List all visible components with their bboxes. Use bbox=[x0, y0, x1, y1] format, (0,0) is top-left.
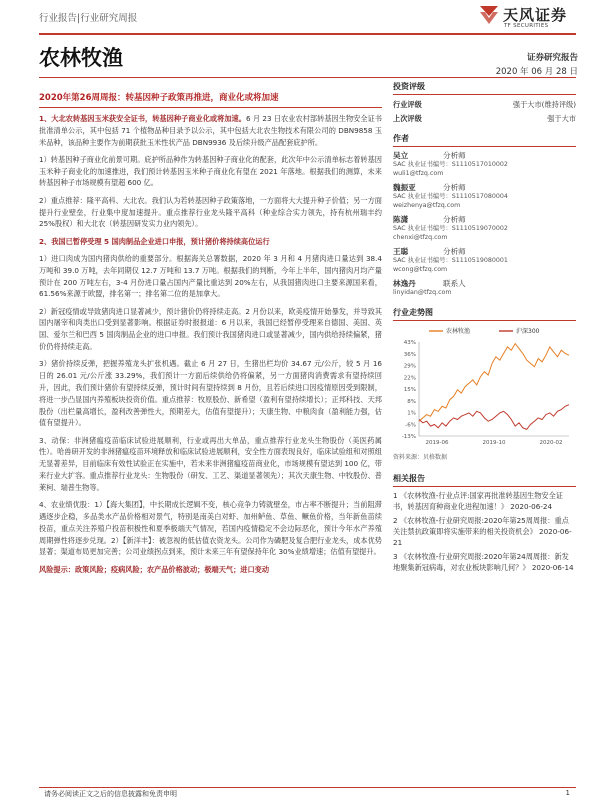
author-entry bbox=[393, 150, 576, 178]
author-name: 吴立 bbox=[393, 151, 409, 160]
author-role: 分析师 bbox=[443, 183, 466, 192]
author-name: 陈潇 bbox=[393, 215, 409, 224]
x-tick-label: 2019-10 bbox=[482, 439, 506, 446]
author-email[interactable]: weizhenya@tfzq.com bbox=[393, 201, 461, 209]
prev-rating-row bbox=[393, 112, 576, 126]
author-name-row bbox=[393, 278, 576, 289]
y-tick-label: 15% bbox=[403, 386, 416, 393]
paragraph-1b: 1）转基因种子商业化前景可期。庇护所品种作为转基因种子商业化的配套，此次年中公示清单标志着转基因玉米种子商业化的加速推进，我们预计转基因玉米种子商业化有望在 2021 年落地。根据我们的测算，未来转基因种子市场规模有望超 600 亿。 bbox=[39, 154, 382, 188]
related-report-item[interactable]: 1 《农林牧渔-行业点评:国家再批准转基因生物安全证书，转基因育种商业化进程加速！》 2020-06-24 bbox=[393, 490, 564, 511]
section-1-lead: 1、大北农转基因玉米获安全证书，转基因种子商业化或将加速。 bbox=[39, 114, 246, 123]
author-role: 联系人 bbox=[443, 279, 466, 288]
paragraph-2a: 1）进口肉成为国内猪肉供给的重要部分。根据海关总署数据，2020 年 3 月和 4 月猪肉进口量达到 38.4 万吨和 39.0 万吨，去年同期仅 12.7 万吨和 13.7 万吨。根据我们的判断，今年上半年，国内猪肉月均产量预计在 200 万吨左右，3-4 月份进口量占国内产量比重达到 20%左右，从我国猪肉进口主要来源国来看，61.56%来源于欧盟，排名第一；排名第二位的是加拿大。 bbox=[39, 253, 382, 299]
series-line bbox=[419, 404, 569, 429]
trend-chart bbox=[393, 324, 576, 464]
prev-rating-value: 强于大市 bbox=[547, 114, 576, 123]
related-report-item[interactable]: 3 《农林牧渔-行业研究周报:2020年第24周周报：新发地聚集新冠病毒，对农业板块影响几何？》 2020-06-14 bbox=[393, 551, 574, 572]
report-type: 证券研究报告 bbox=[526, 53, 578, 63]
series-line bbox=[419, 343, 569, 421]
related-list bbox=[393, 490, 576, 573]
industry-rating-label: 行业评级 bbox=[393, 100, 422, 109]
risk-text: 风险提示：政策风险；疫病风险；农产品价格波动；极端天气；进口变动 bbox=[39, 564, 270, 574]
author-sac: SAC 执业证书编号：S1110519080001 bbox=[393, 257, 508, 264]
author-name: 王聪 bbox=[393, 247, 409, 256]
main-body bbox=[39, 113, 382, 581]
paragraph-3: 3、动保：非洲猪瘟疫苗临床试验进展顺利，行业或再出大单品，重点推荐行业龙头生物股份（美医药属性）。哈兽研开发的非洲猪瘟疫苗环境释放和临床试验进展顺利，安全性方面表现良好，临床试验组和对照组无显著差异，目前临床有效性试验正在实施中，若未来非洲猪瘟疫苗商业化，市场规模有望达到 100 亿，带来行业大扩容。重点推荐行业龙头：生物股份（研发、工艺、渠道显著领先）；其次天康生物、中牧股份、普莱柯、瑞普生物等。 bbox=[39, 435, 382, 492]
legend-label: 沪深300 bbox=[516, 327, 540, 335]
author-sac: SAC 执业证书编号：S1110517010002 bbox=[393, 161, 508, 168]
section-2-lead: 2、我国已暂停受理 5 国肉制品企业进口申报，预计猪价将持续高位运行 bbox=[39, 236, 270, 246]
author-entry bbox=[393, 182, 576, 210]
author-name-row bbox=[393, 246, 576, 257]
report-category: 行业报告|行业研究周报 bbox=[39, 13, 138, 24]
author-sac: SAC 执业证书编号：S1110517080004 bbox=[393, 193, 508, 200]
page-title: 农林牧渔 bbox=[39, 46, 123, 70]
paragraph-1c: 2）重点推荐：隆平高科、大北农。我们认为若转基因种子政策落地，一方面将大大提升种子价值；另一方面提升行业壁垒，行业集中度加速提升。重点推荐行业龙头隆平高科（种业综合实力领先，持有杭州瑞丰约 25%股权）和大北农（转基因研发实力业内领先）。 bbox=[39, 195, 382, 229]
industry-rating-row bbox=[393, 98, 576, 112]
paragraph-4: 4、农业绩优股：1）【海大集团】，中长期成长逻辑不变，核心竞争力铸就壁垒，市占率不断提升；当前阻滞遇逐步企稳，多品类水产品价格相对景气，特别是南美白对虾、加州鲈鱼、草鱼、鳜鱼价格，当年新鱼苗续投苗，重点关注养殖户投苗积极性和夏季极端天气情况，若国内疫情稳定不会边际恶化，预计今年水产养殖周期弹性将逐步兑现。2）【新洋丰】：被忽视的低估值农资龙头。公司作为磷肥及复合肥行业龙头，成本优势显著；渠道布局更加完善；公司业绩拐点到来，预计未来三年有望保持年化 30%业绩增速；估值有望提升。 bbox=[39, 500, 382, 557]
tf-logo-icon bbox=[478, 4, 500, 26]
related-title: 相关报告 bbox=[393, 470, 576, 487]
paragraph-2-lead bbox=[39, 236, 382, 248]
author-email[interactable]: wcong@tfzq.com bbox=[393, 265, 448, 273]
chart-source: 资料来源：贝格数据 bbox=[393, 453, 448, 461]
paragraph-1 bbox=[39, 113, 382, 148]
trend-chart-svg bbox=[393, 324, 576, 452]
prev-rating-label: 上次评级 bbox=[393, 114, 422, 123]
y-tick-label: 36% bbox=[403, 351, 416, 358]
author-role: 分析师 bbox=[443, 215, 466, 224]
y-tick-label: 22% bbox=[403, 374, 416, 381]
footer-disclaimer[interactable]: 请务必阅读正文之后的信息披露和免责申明 bbox=[44, 790, 177, 798]
paragraph-2c: 3）猪价持续反弹，把握养殖龙头扩张机遇。截止 6 月 27 日，生猪出栏均价 34.67 元/公斤，较 5 月 16 日的 26.01 元/公斤涨 33.29%，我们预计一方面后续供给仍将偏紧，另一方面猪肉消费需求有望持续回升，因此，我们预计猪价有望持续反弹，预计时间有望持续到 8 月份，且若后续进口因疫情原因受到限制，将进一步凸显国内养殖板块投资价值。重点推荐：牧原股份、新希望（盈利有望持续增长）；正邦科技、天邦股份（出栏量高增长，盈利改善弹性大，预期差大，估值有望提升）；天康生物、中粮肉食（盈利能力强，估值有望提升）。 bbox=[39, 359, 382, 428]
logo-text-cn: 天风证券 bbox=[503, 6, 568, 24]
author-email[interactable]: wuli1@tfzq.com bbox=[393, 169, 444, 177]
author-sac: SAC 执业证书编号：S1110519070002 bbox=[393, 225, 508, 232]
y-tick-label: 29% bbox=[403, 363, 416, 369]
y-tick-label: -6% bbox=[405, 421, 416, 428]
footer-divider bbox=[39, 787, 576, 788]
y-tick-label: 8% bbox=[407, 398, 416, 405]
logo-text-en: TF SECURITIES bbox=[504, 23, 549, 29]
section-1-text: 6 月 23 日农业农村部转基因生物安全证书批准清单公示，其中包括 71 个植物品种目录予以公示，其中包括大北农生物技术有限公司的 DBN9858 玉米品种，该品种主要作为前期获批玉米性状产品 DBN9936 及后续升级产品配套庇护所。 bbox=[39, 114, 382, 147]
author-name-row bbox=[393, 150, 576, 161]
risk-warning bbox=[39, 564, 382, 576]
x-tick-label: 2020-02 bbox=[539, 439, 563, 446]
y-tick-label: -13% bbox=[401, 433, 416, 440]
authors-list bbox=[393, 150, 576, 298]
author-role: 分析师 bbox=[443, 151, 466, 160]
author-role: 分析师 bbox=[443, 247, 466, 256]
trend-title: 行业走势图 bbox=[393, 304, 576, 321]
paragraph-2b: 2）新冠疫情或导致猪肉进口显著减少，预计猪价仍将持续走高。2 月份以来，欧美疫情开始暴发，并导致其国内屠宰和肉类出口受到显著影响。根据证券时报报道：6 月以来，我国已经暂停受理来自德国、美国、英国、爱尔兰和巴西 5 国肉制品企业的进口申报。我们预计我国猪肉进口或显著减少，国内供给持续偏紧，猪价仍将持续走高。 bbox=[39, 306, 382, 352]
header-divider bbox=[39, 33, 576, 35]
author-email[interactable]: chenxi@tfzq.com bbox=[393, 233, 448, 241]
author-entry bbox=[393, 246, 576, 274]
author-name-row bbox=[393, 182, 576, 193]
y-tick-label: 43% bbox=[403, 339, 416, 346]
related-report-item[interactable]: 2 《农林牧渔-行业研究周报:2020年第25周周报：重点关注禁抗政策即将实施带来的相关投资机会》 2020-06-21 bbox=[393, 515, 572, 547]
author-email[interactable]: linyidan@tfzq.com bbox=[393, 289, 452, 296]
sidebar bbox=[393, 78, 576, 576]
report-date: 2020 年 06 月 28 日 bbox=[495, 67, 578, 77]
author-name-row bbox=[393, 214, 576, 225]
authors-title: 作者 bbox=[393, 130, 576, 147]
report-subtitle: 2020年第26周周报：转基因种子政策再推进，商业化或将加速 bbox=[39, 93, 279, 103]
author-name: 魏振亚 bbox=[393, 183, 416, 192]
x-tick-label: 2019-06 bbox=[425, 439, 449, 446]
author-entry bbox=[393, 278, 576, 298]
industry-rating-value: 强于大市(维持评级) bbox=[512, 100, 576, 109]
rating-title: 投资评级 bbox=[393, 78, 576, 95]
legend-label: 农林牧渔 bbox=[446, 327, 471, 335]
subtitle-divider bbox=[39, 107, 382, 108]
author-name: 林逸丹 bbox=[393, 279, 416, 288]
y-tick-label: 1% bbox=[407, 410, 416, 416]
company-logo bbox=[478, 2, 568, 34]
author-entry bbox=[393, 214, 576, 242]
page-number: 1 bbox=[565, 789, 570, 797]
